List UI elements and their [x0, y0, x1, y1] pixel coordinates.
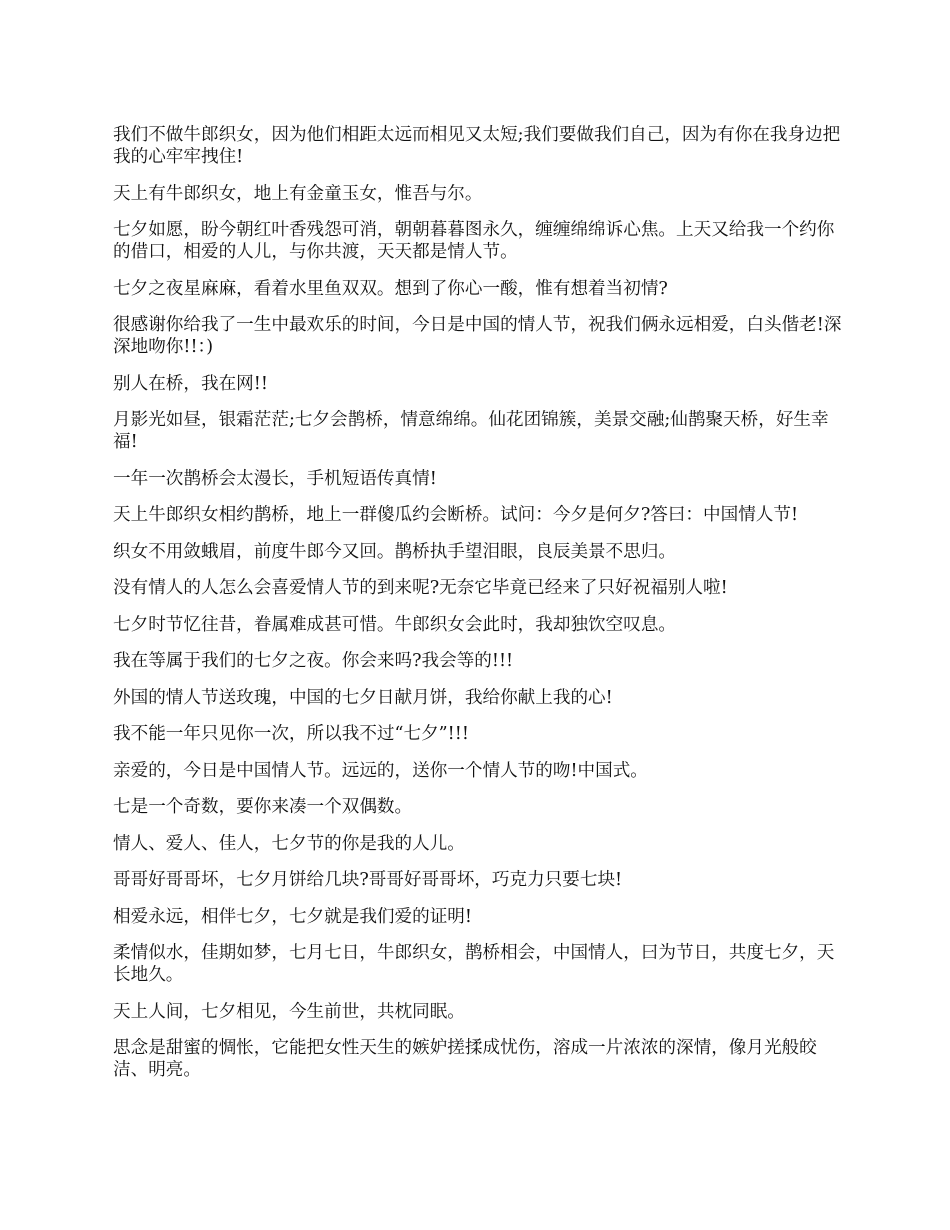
paragraph: 天上牛郎织女相约鹊桥，地上一群傻瓜约会断桥。试问：今夕是何夕?答曰：中国情人节! [113, 505, 799, 525]
paragraph: 柔情似水，佳期如梦，七月七日，牛郎织女，鹊桥相会，中国情人，曰为节日，共度七夕，天长地久。 [113, 943, 835, 985]
paragraph: 七夕时节忆往昔，眷属难成甚可惜。牛郎织女会此时，我却独饮空叹息。 [113, 614, 677, 635]
paragraph: 七夕如愿，盼今朝红叶香残怨可消，朝朝暮暮图永久，缠缠绵绵诉心焦。上天又给我一个约你的借口，相爱的人儿，与你共渡，天天都是情人节。 [113, 220, 835, 262]
paragraph: 我在等属于我们的七夕之夜。你会来吗?我会等的!!! [113, 651, 514, 671]
paragraph: 很感谢你给我了一生中最欢乐的时间，今日是中国的情人节，祝我们俩永远相爱，白头偕老!深深地吻你!!：) [113, 315, 842, 357]
document-body [113, 124, 843, 1096]
paragraph: 月影光如昼，银霜茫茫;七夕会鹊桥，情意绵绵。仙花团锦簇，美景交融;仙鹊聚天桥，好生幸福! [113, 410, 829, 452]
paragraph: 天上人间，七夕相见，今生前世，共枕同眠。 [113, 1001, 465, 1022]
paragraph: 没有情人的人怎么会喜爱情人节的到来呢?无奈它毕竟已经来了只好祝福别人啦! [113, 578, 728, 598]
paragraph: 哥哥好哥哥坏，七夕月饼给几块?哥哥好哥哥坏，巧克力只要七块! [113, 870, 623, 890]
paragraph: 我们不做牛郎织女，因为他们相距太远而相见又太短;我们要做我们自己，因为有你在我身边把我的心牢牢拽住! [113, 125, 841, 167]
paragraph: 相爱永远，相伴七夕，七夕就是我们爱的证明! [113, 906, 472, 927]
paragraph: 外国的情人节送玫瑰，中国的七夕日献月饼，我给你献上我的心! [113, 687, 613, 708]
paragraph: 情人、爱人、佳人，七夕节的你是我的人儿。 [113, 833, 465, 854]
paragraph: 我不能一年只见你一次，所以我不过“七夕”!!! [113, 724, 469, 744]
paragraph: 思念是甜蜜的惆怅，它能把女性天生的嫉妒搓揉成忧伤，溶成一片浓浓的深情，像月光般皎洁、明亮。 [113, 1038, 817, 1080]
paragraph: 七夕之夜星麻麻，看着水里鱼双双。想到了你心一酸，惟有想着当初情? [113, 278, 668, 299]
paragraph: 天上有牛郎织女，地上有金童玉女，惟吾与尔。 [113, 183, 483, 204]
paragraph: 亲爱的，今日是中国情人节。远远的，送你一个情人节的吻!中国式。 [113, 760, 648, 781]
paragraph: 织女不用敛蛾眉，前度牛郎今又回。鹊桥执手望泪眼，良辰美景不思归。 [113, 541, 677, 562]
paragraph: 一年一次鹊桥会太漫长，手机短语传真情! [113, 468, 437, 489]
paragraph: 七是一个奇数，要你来凑一个双偶数。 [113, 797, 413, 817]
paragraph: 别人在桥，我在网!! [113, 373, 268, 394]
